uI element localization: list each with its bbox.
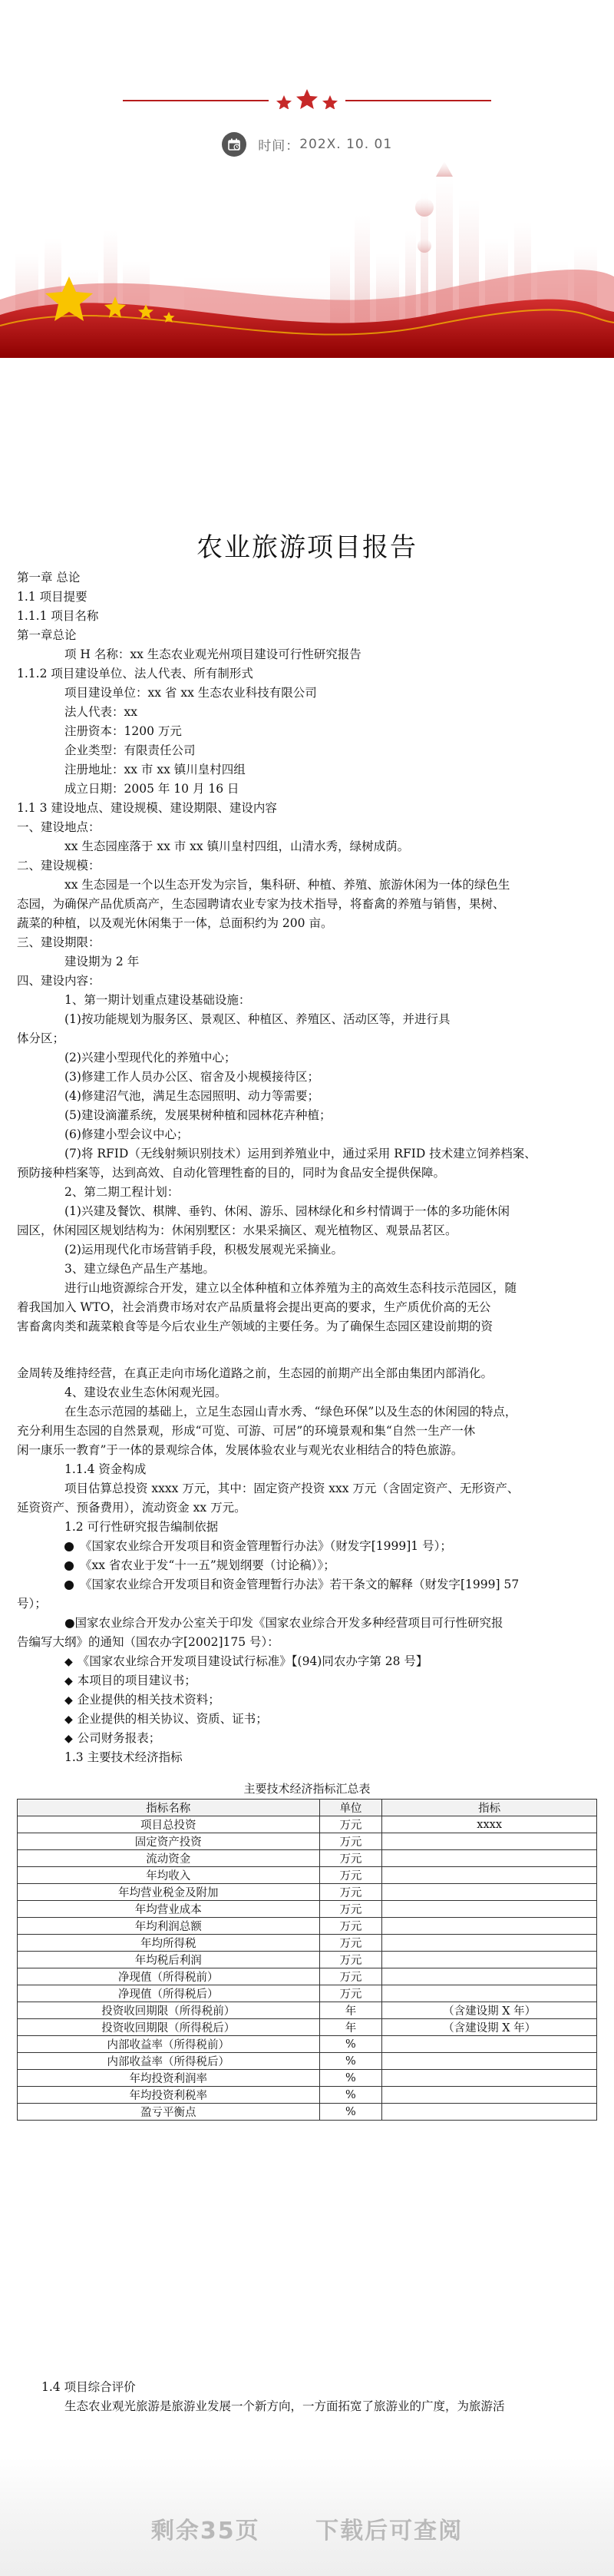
text-line: 二、建设规模：	[17, 859, 101, 872]
stars-decoration	[0, 86, 614, 109]
table-row	[18, 2036, 597, 2053]
time-label: 时间：	[258, 138, 300, 154]
header-cell: 单位	[319, 1800, 382, 1816]
text-line: (1)兴建及餐饮、棋牌、垂钓、休闲、游乐、园林绿化和乡村情调于一体的多功能休闲	[64, 1204, 510, 1218]
text-line: 3、建立绿色产品生产基地。	[64, 1262, 215, 1276]
text-line: 1.1.2 项目建设单位、法人代表、所有制形式	[17, 667, 253, 680]
table-cell: 流动资金	[18, 1850, 320, 1867]
table-row	[18, 1935, 597, 1952]
table-cell: 万元	[319, 1985, 382, 2002]
bullet-icon	[64, 1561, 74, 1571]
table-cell: 年均营业税金及附加	[18, 1884, 320, 1901]
table-cell: 盈亏平衡点	[18, 2104, 320, 2121]
text-line: 成立日期：2005 年 10 月 16 日	[64, 782, 239, 796]
bullet-text: 《国家农业综合开发项目和资金管理暂行办法》若干条文的解释（财发字[1999] 57	[80, 1578, 520, 1591]
indicator-table	[17, 1799, 597, 2121]
bullet-text: 《国家农业综合开发项目和资金管理暂行办法》（财发字[1999]1 号）；	[80, 1539, 452, 1553]
star-icon	[296, 89, 318, 109]
table-cell: 投资收回期限（所得税前）	[18, 2002, 320, 2019]
table-cell: 万元	[319, 1918, 382, 1935]
table-cell: xxxx	[382, 1816, 597, 1833]
text-line: 在生态示范园的基础上，立足生态园山青水秀、“绿色环保”以及生态的休闲园的特点，	[64, 1405, 517, 1419]
table-cell	[382, 1952, 597, 1968]
table-header-row	[18, 1800, 597, 1816]
text-line: (2)运用现代化市场营销手段，积极发展观光采摘业。	[64, 1243, 343, 1257]
table-cell: 年均税后利润	[18, 1952, 320, 1968]
time-value: 202X. 10. 01	[299, 137, 393, 152]
calendar-icon	[222, 132, 246, 157]
text-line: 第一章总论	[17, 628, 77, 642]
document-title: 农业旅游项目报告	[196, 531, 418, 563]
table-cell	[382, 2036, 597, 2053]
table-cell: 年均投资利税率	[18, 2087, 320, 2104]
table-row	[18, 2104, 597, 2121]
table-cell: 年均营业成本	[18, 1901, 320, 1918]
table-cell: 年	[319, 2002, 382, 2019]
table-caption: 主要技术经济指标汇总表	[243, 1782, 371, 1796]
table-cell: 万元	[319, 1884, 382, 1901]
text-line: (3)修建工作人员办公区、宿舍及小规模接待区；	[64, 1070, 319, 1084]
text-line: 1.1.1 项目名称	[17, 609, 99, 623]
table-cell: 万元	[319, 1901, 382, 1918]
table-cell	[382, 2053, 597, 2070]
table-row	[18, 1952, 597, 1968]
text-line: 4、建设农业生态休闲观光园。	[64, 1386, 227, 1399]
table-cell	[382, 1901, 597, 1918]
text-line: ●国家农业综合开发办公室关于印发《国家农业综合开发多种经营项目可行性研究报	[64, 1616, 503, 1630]
table-row	[18, 2087, 597, 2104]
table-cell: 内部收益率（所得税后）	[18, 2053, 320, 2070]
header-cell: 指标	[382, 1800, 597, 1816]
table-cell: 内部收益率（所得税前）	[18, 2036, 320, 2053]
text-line: 项 H 名称：xx 生态农业观光州项目建设可行性研究报告	[64, 647, 361, 661]
diamond-bullet-icon: ◆	[64, 1713, 73, 1726]
table-row	[18, 1816, 597, 1833]
text-line: 第一章 总论	[17, 571, 81, 584]
table-cell: （含建设期 X 年）	[382, 2019, 597, 2036]
table-cell	[382, 1884, 597, 1901]
table-cell: 万元	[319, 1952, 382, 1968]
table-cell: 固定资产投资	[18, 1833, 320, 1850]
text-line: 1.1.4 资金构成	[64, 1462, 147, 1476]
city-skyline-graphic	[0, 161, 614, 358]
table-cell	[382, 1833, 597, 1850]
text-line: (5)建设滴灌系统，发展果树种植和园林花卉种植；	[64, 1108, 332, 1122]
text-line: 项目估算总投资 xxxx 万元，其中：固定资产投资 xxx 万元（含固定资产、无形资产、	[64, 1482, 520, 1495]
text-line: 生态农业观光旅游是旅游业发展一个新方向，一方面拓宽了旅游业的广度，为旅游活	[64, 2399, 505, 2413]
table-cell: %	[319, 2053, 382, 2070]
table-cell	[382, 2087, 597, 2104]
bullet-text: 《xx 省农业于发“十一五”规划纲要（讨论稿）》；	[80, 1558, 335, 1572]
bullet-text: 公司财务报表；	[77, 1731, 161, 1745]
diamond-bullet-icon: ◆	[64, 1733, 73, 1745]
table-cell: 净现值（所得税后）	[18, 1985, 320, 2002]
table-cell: 年均投资利润率	[18, 2070, 320, 2087]
table-row	[18, 2019, 597, 2036]
table-cell	[382, 1968, 597, 1985]
table-cell: 万元	[319, 1867, 382, 1884]
text-line: 金周转及维持经营，在真正走向市场化道路之前，生态园的前期产出全部由集团内部消化。	[17, 1366, 494, 1380]
text-line: 1.1 3 建设地点、建设规模、建设期限、建设内容	[17, 801, 277, 815]
text-line: 1.1 项目提要	[17, 590, 87, 604]
text-line: xx 生态园是一个以生态开发为宗旨，集科研、种植、养殖、旅游休闲为一体的绿色生	[64, 878, 510, 892]
text-line: 体分区；	[17, 1031, 65, 1045]
text-line	[17, 1652, 599, 1671]
download-footer	[0, 2458, 614, 2576]
table-cell: 万元	[319, 1850, 382, 1867]
table-cell: 万元	[319, 1935, 382, 1952]
table-body	[18, 1816, 597, 2121]
text-line: 2、第二期工程计划：	[64, 1185, 180, 1199]
table-row	[18, 1918, 597, 1935]
table-cell: 年均所得税	[18, 1935, 320, 1952]
table-row	[18, 1985, 597, 2002]
text-line	[17, 1710, 599, 1729]
text-line: 着我国加入 WTO，社会消费市场对农产品质量将会提出更高的要求，生产质优价高的无公	[17, 1300, 491, 1314]
table-row	[18, 1867, 597, 1884]
table-row	[18, 2070, 597, 2087]
bullet-text: 企业提供的相关技术资料；	[77, 1693, 220, 1707]
text-line: 法人代表：xx	[64, 705, 137, 719]
text-line: 注册地址：xx 市 xx 镇川皇村四组	[64, 763, 246, 776]
text-line: 注册资本：1200 万元	[64, 724, 182, 738]
time-row	[0, 132, 614, 157]
bullet-text: 《国家农业综合开发项目建设试行标准》【(94)同农办字第 28 号】	[77, 1654, 428, 1668]
table-row	[18, 1968, 597, 1985]
text-line: 害畜禽肉类和蔬菜粮食等是今后农业生产领域的主要任务。为了确保生态园区建设前期的资	[17, 1319, 494, 1333]
text-line: xx 生态园座落于 xx 市 xx 镇川皇村四组，山清水秀，绿树成荫。	[64, 839, 410, 853]
table-cell: （含建设期 X 年）	[382, 2002, 597, 2019]
bullet-text: 企业提供的相关协议、资质、证书；	[77, 1712, 268, 1726]
star-icon	[276, 95, 292, 109]
remaining-pages-label: 剩余35页	[150, 2518, 260, 2545]
table-cell	[382, 1918, 597, 1935]
table-cell: 万元	[319, 1833, 382, 1850]
text-line: 预防接种档案等，达到高效、自动化管理牲畜的目的，同时为食品安全提供保障。	[17, 1166, 446, 1180]
table-cell: %	[319, 2070, 382, 2087]
table-cell: 项目总投资	[18, 1816, 320, 1833]
text-line	[17, 1575, 599, 1594]
text-line: 三、建设期限：	[17, 935, 101, 949]
text-line: 园区，休闲园区规划结构为：休闲别墅区：水果采摘区、观光植物区、观景品茗区。	[17, 1223, 457, 1237]
text-line	[17, 1671, 599, 1690]
table-cell	[382, 1850, 597, 1867]
text-line	[17, 1537, 599, 1556]
right-red-line	[345, 100, 491, 101]
section-3-text	[17, 2378, 599, 2416]
text-line: 1.4 项目综合评价	[41, 2380, 136, 2394]
text-line: 1、第一期计划重点建设基础设施：	[64, 993, 251, 1007]
section-1-text	[17, 568, 599, 1336]
text-line	[17, 1690, 599, 1710]
table-cell: 万元	[319, 1968, 382, 1985]
table-cell	[382, 1935, 597, 1952]
left-red-line	[123, 100, 269, 101]
text-line: 企业类型：有限责任公司	[64, 743, 196, 757]
diamond-bullet-icon: ◆	[64, 1656, 73, 1668]
table-row	[18, 1850, 597, 1867]
bullet-icon	[64, 1542, 74, 1551]
table-cell: %	[319, 2087, 382, 2104]
text-line: (6)修建小型会议中心；	[64, 1127, 189, 1141]
table-cell: 年均收入	[18, 1867, 320, 1884]
diamond-bullet-icon: ◆	[64, 1675, 73, 1687]
text-line: 告编写大纲》的通知（国农办字[2002]175 号）：	[17, 1635, 279, 1649]
section-2-text	[17, 1364, 599, 1767]
download-link[interactable]: 下载后可查阅	[315, 2518, 464, 2545]
cover-banner	[0, 0, 614, 358]
table-cell: 万元	[319, 1816, 382, 1833]
table-cell	[382, 1867, 597, 1884]
text-line: (2)兴建小型现代化的养殖中心；	[64, 1051, 236, 1065]
text-line: (4)修建沼气池，满足生态园照明、动力等需要；	[64, 1089, 319, 1103]
table-cell: 投资收回期限（所得税后）	[18, 2019, 320, 2036]
table-row	[18, 2053, 597, 2070]
bullet-icon	[64, 1581, 74, 1590]
table-cell: %	[319, 2036, 382, 2053]
text-line: (1)按功能规划为服务区、景观区、种植区、养殖区、活动区等，并进行具	[64, 1012, 451, 1026]
table-cell: 净现值（所得税前）	[18, 1968, 320, 1985]
table-row	[18, 1833, 597, 1850]
text-line: 进行山地资源综合开发，建立以全体种植和立体养殖为主的高效生态科技示范园区，随	[64, 1281, 517, 1295]
footer-text	[0, 2511, 614, 2545]
header-cell: 指标名称	[18, 1800, 320, 1816]
text-line: 1.2 可行性研究报告编制依据	[64, 1520, 219, 1534]
table-cell	[382, 2070, 597, 2087]
table-row	[18, 1901, 597, 1918]
text-line: (7)将 RFID（无线射频识别技术）运用到养殖业中，通过采用 RFID 技术建立饲养档案、	[64, 1147, 536, 1161]
text-line: 蔬菜的种植，以及观光休闲集于一体，总面积约为 200 亩。	[17, 916, 333, 930]
table-cell	[382, 1985, 597, 2002]
text-line: 延资资产、预备费用），流动资金 xx 万元。	[17, 1501, 246, 1515]
table-row	[18, 2002, 597, 2019]
bullet-text: 本项目的项目建议书；	[77, 1674, 196, 1687]
text-line: 项目建设单位：xx 省 xx 生态农业科技有限公司	[64, 686, 317, 700]
text-line: 态园，为确保产品优质高产，生态园聘请农业专家为技术指导，将畜禽的养殖与销售，果树、	[17, 897, 505, 911]
table-cell	[382, 2104, 597, 2121]
star-icon	[322, 95, 338, 109]
text-line: 四、建设内容：	[17, 974, 101, 988]
text-line: 1.3 主要技术经济指标	[64, 1750, 183, 1764]
text-line: 号）；	[17, 1597, 47, 1611]
text-line: 一、建设地点：	[17, 820, 101, 834]
text-line: 充分利用生态园的自然景观，形成“可览、可游、可居”的环境景观和集“自然一生产一休	[17, 1424, 476, 1438]
table-cell: 年均利润总额	[18, 1918, 320, 1935]
text-line: 建设期为 2 年	[64, 955, 140, 968]
text-line: 闲一康乐一教育”于一体的景观综合体，发展体验农业与观光农业相结合的特色旅游。	[17, 1443, 464, 1457]
table-cell: %	[319, 2104, 382, 2121]
text-line	[17, 1556, 599, 1575]
table-cell: 年	[319, 2019, 382, 2036]
diamond-bullet-icon: ◆	[64, 1694, 73, 1707]
table-row	[18, 1884, 597, 1901]
text-line	[17, 1729, 599, 1748]
